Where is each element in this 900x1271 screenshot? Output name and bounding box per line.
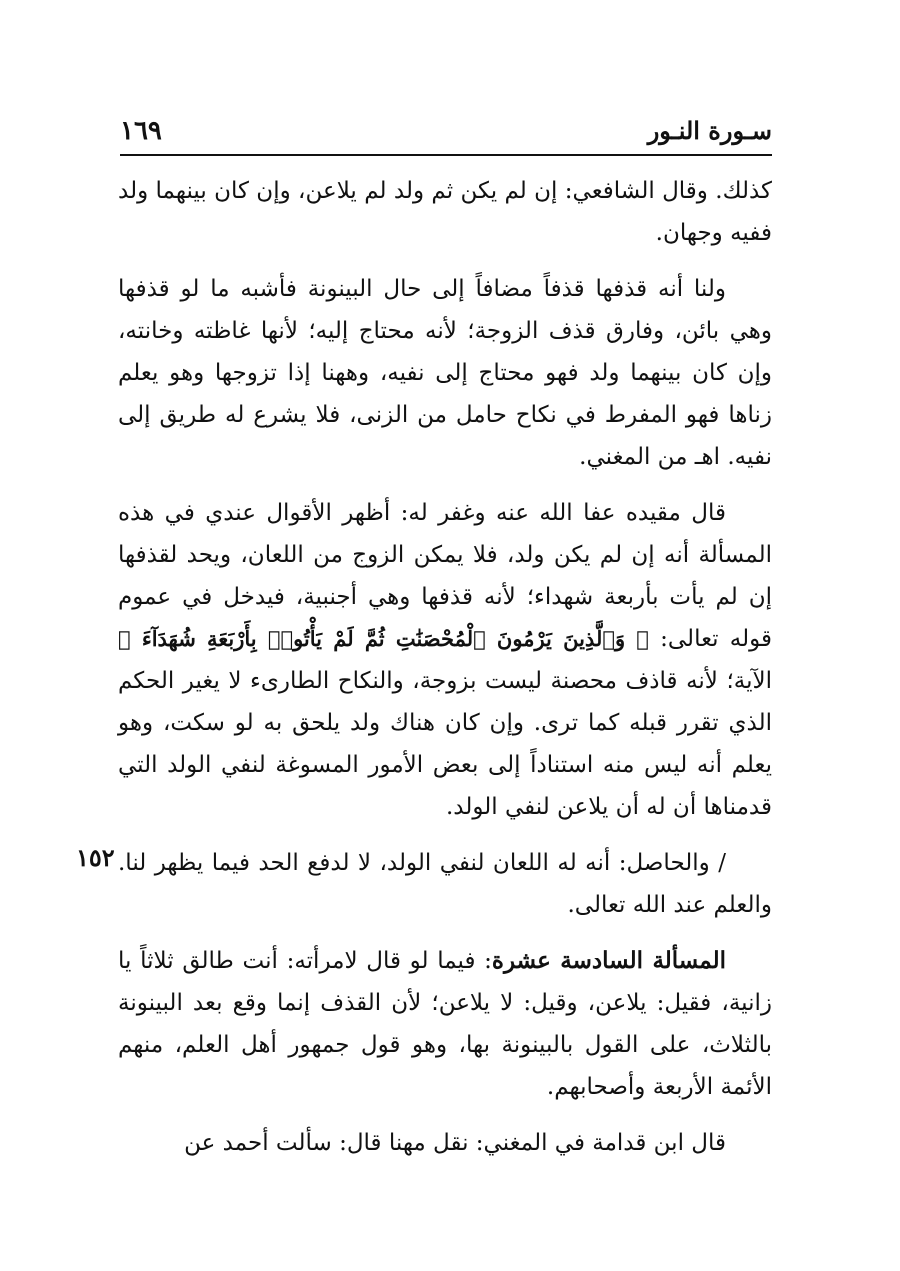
paragraph-5 xyxy=(118,940,772,1108)
paragraph-2: ولنا أنه قذفها قذفاً مضافاً إلى حال البينونة فأشبه ما لو قذفها وهي بائن، وفارق قذف الزوجة؛ لأنه محتاج إليه؛ لأنها غاظته وخانته، وإن كان بينهما ولد فهو محتاج إلى نفيه، وههنا إذا تزوجها وهو يعلم زناها فهو المفرط في نكاح حامل من الزنى، فلا يشرع له طريق إلى نفيه. اهـ من المغني. xyxy=(118,276,772,470)
paragraph-5-text: : فيما لو قال لامرأته: أنت طالق ثلاثاً يا زانية، فقيل: يلاعن، وقيل: لا يلاعن؛ لأن القذف إنما وقع بعد البينونة بالثلاث، على القول بالبينونة بها، وهو قول جمهور أهل العلم، منهم الأئمة الأربعة وأصحابهم. xyxy=(118,948,772,1100)
surah-title: سـورة النـور xyxy=(647,116,772,145)
paragraph-4-text: والحاصل: أنه له اللعان لنفي الولد، لا لدفع الحد فيما يظهر لنا. والعلم عند الله تعالى. xyxy=(118,850,772,918)
paragraph-3-after: الآية؛ لأنه قاذف محصنة ليست بزوجة، والنكاح الطارىء لا يغير الحكم الذي تقرر قبله كما ترى. وإن كان هناك ولد يلحق به لو سكت، وهو يعلم أنه ليس منه استناداً إلى بعض الأمور المسوغة لنفي الولد التي قدمناها أن له أن يلاعن لنفي الولد. xyxy=(118,668,772,820)
paragraph-6: قال ابن قدامة في المغني: نقل مهنا قال: سألت أحمد عن xyxy=(184,1130,726,1156)
paragraph-3 xyxy=(118,492,772,828)
page-body xyxy=(118,170,772,1178)
paragraph-4 xyxy=(118,842,772,926)
page-header xyxy=(120,112,772,156)
issue-heading: المسألة السادسة عشرة xyxy=(491,947,727,974)
margin-page-reference: ١٥٢ xyxy=(76,843,115,872)
page-number: ١٦٩ xyxy=(120,116,162,146)
quran-verse: ﴿ وَٱلَّذِينَ يَرْمُونَ ٱلْمُحْصَنَٰتِ ثُمَّ لَمْ يَأْتُوا۟ بِأَرْبَعَةِ شُهَدَآءَ ﴾ xyxy=(118,626,649,651)
paragraph-1: كذلك. وقال الشافعي: إن لم يكن ثم ولد لم يلاعن، وإن كان بينهما ولد ففيه وجهان. xyxy=(118,178,772,246)
paragraph-3-before: قال مقيده عفا الله عنه وغفر له: أظهر الأقوال عندي في هذه المسألة أنه إن لم يكن ولد، فلا يمكن الزوج من اللعان، ويحد لقذفها إن لم يأت بأربعة شهداء؛ لأنه قذفها وهي أجنبية، فيدخل في عموم قوله تعالى: xyxy=(118,500,772,652)
page-break-marker: / xyxy=(718,850,726,876)
